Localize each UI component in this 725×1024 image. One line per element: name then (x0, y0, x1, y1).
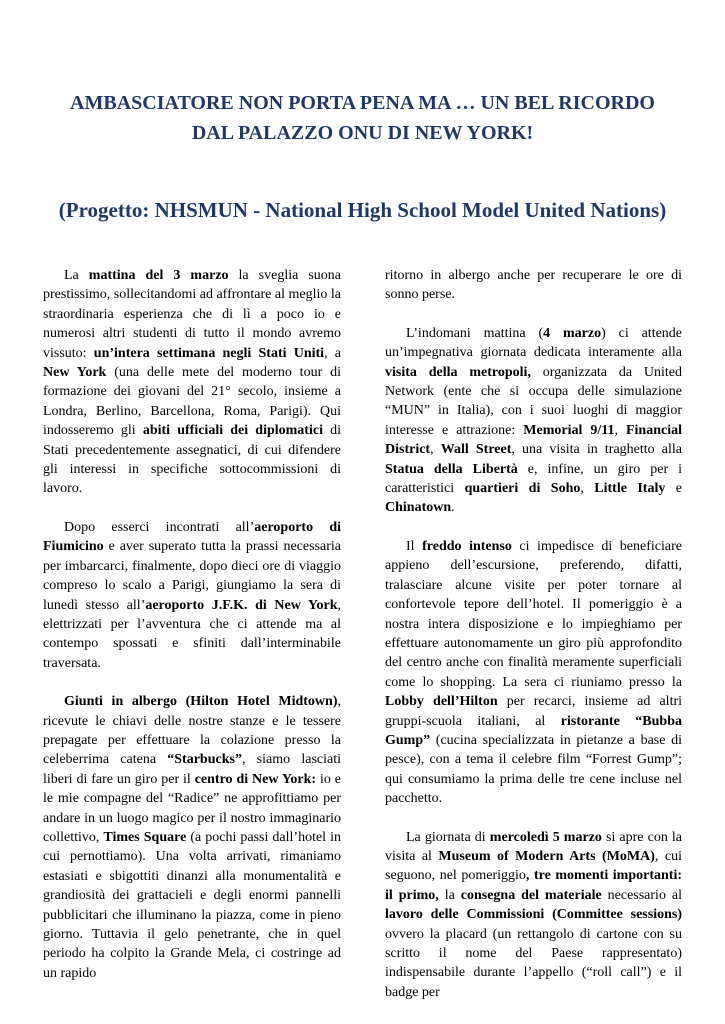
paragraph-arrival-morning: La mattina del 3 marzo la sveglia suona prestissimo, sollecitandomi ad affrontare al meglio la straordinaria esperienza che di lì a poco io e numerosi altri studenti di tutto il mondo avremo vissuto: un’intera settimana negli Stati Uniti, a New York (una delle mete del moderno tour di formazione dei giovani del 21° secolo, insieme a Londra, Berlino, Barcellona, Roma, Parigi). Qui indosseremo gli abiti ufficiali dei diplomatici di Stati precedentemente assegnatici, di cui difendere gli interessi in specifiche sottocommissioni di lavoro. (43, 268, 342, 497)
paragraph-hotel: Giunti in albergo (Hilton Hotel Midtown), ricevute le chiavi delle nostre stanze e le tessere prepagate per effettuare la colazione presso la celeberrima catena “Starbucks”, siamo lasciati liberi di fare un giro per il centro di New York: io e le mie compagne del “Radice” ne approfittiamo per andare in un luogo magico per il nostro immaginario collettivo, Times Square (a pochi passi dall’hotel in cui pernottiamo). Una volta arrivati, rimaniamo estasiati e sbigottiti dinanzi alla monumentalità e grandiosità dei grattacieli e degli enormi pannelli pubblicitari che illuminano la piazza, come in pieno giorno. Tuttavia il gelo penetrante, che in quel periodo ha colpito la Grande Mela, ci costringe ad un rapido (43, 694, 341, 981)
page-subtitle: (Progetto: NHSMUN - National High School Model United Nations) (58, 198, 667, 222)
paragraph-city-tour: L’indomani mattina (4 marzo) ci attende un’impegnativa giornata dedicata interamente alla visita della metropoli, organizzata da United Network (ente che si occupa delle simulazione “MUN” in Italia), con i suoi luoghi di maggior interesse e attrazione: Memorial 9/11, Financial District, Wall Street, una visita in traghetto alla Statua della Libertà e, infine, un giro per i caratteristici quartieri di Soho, Little Italy e Chinatown. (385, 325, 683, 516)
paragraph-cold-afternoon: Il freddo intenso ci impedisce di beneficiare appieno dell’escursione, preferendo, difatti, tralasciare alcune visite per poter tornare al confortevole tepore dell’hotel. Il pomeriggio è a nostra intera disposizione e lo impieghiamo per effettuare autonomamente un giro più approfondito del centro anche con finalità meramente superficiali come lo shopping. La sera ci riuniamo presso la Lobby dell’Hilton per recarci, insieme ad altri gruppi-scuola italiani, al ristorante “Bubba Gump” (cucina specializzata in pietanze a base di pesce), con a tema il celebre film “Forrest Gump”; qui consumiamo la prima delle tre cene incluse nel pacchetto. (385, 538, 683, 807)
left-column (43, 266, 341, 1002)
page-title: AMBASCIATORE NON PORTA PENA MA … UN BEL RICORDO DAL PALAZZO ONU DI NEW YORK! (70, 92, 655, 144)
paragraph-wednesday: La giornata di mercoledì 5 marzo si apre con la visita al Museum of Modern Arts (MoMA), cui seguono, nel pomeriggio, tre momenti importanti: il primo, la consegna del materiale necessario al lavoro delle Commissioni (Committee sessions) ovvero la placard (un rettangolo di cartone con su scritto il nome del Paese rappresentato) indispensabile durante l’appello (“roll call”) e il badge per (385, 829, 683, 1000)
paragraph-flight: Dopo esserci incontrati all’aeroporto di Fiumicino e aver superato tutta la prassi necessaria per imbarcarci, finalmente, dopo dieci ore di viaggio compreso lo scalo a Parigi, giungiamo la sera di lunedì stesso all’aeroporto J.F.K. di New York, elettrizzati per l’avventura che ci attende ma al contempo spossati e sfiniti dall’interminabile traversata. (43, 519, 341, 671)
paragraph-return: ritorno in albergo anche per recuperare le ore di sonno perse. (385, 268, 682, 303)
right-column (385, 266, 682, 1021)
